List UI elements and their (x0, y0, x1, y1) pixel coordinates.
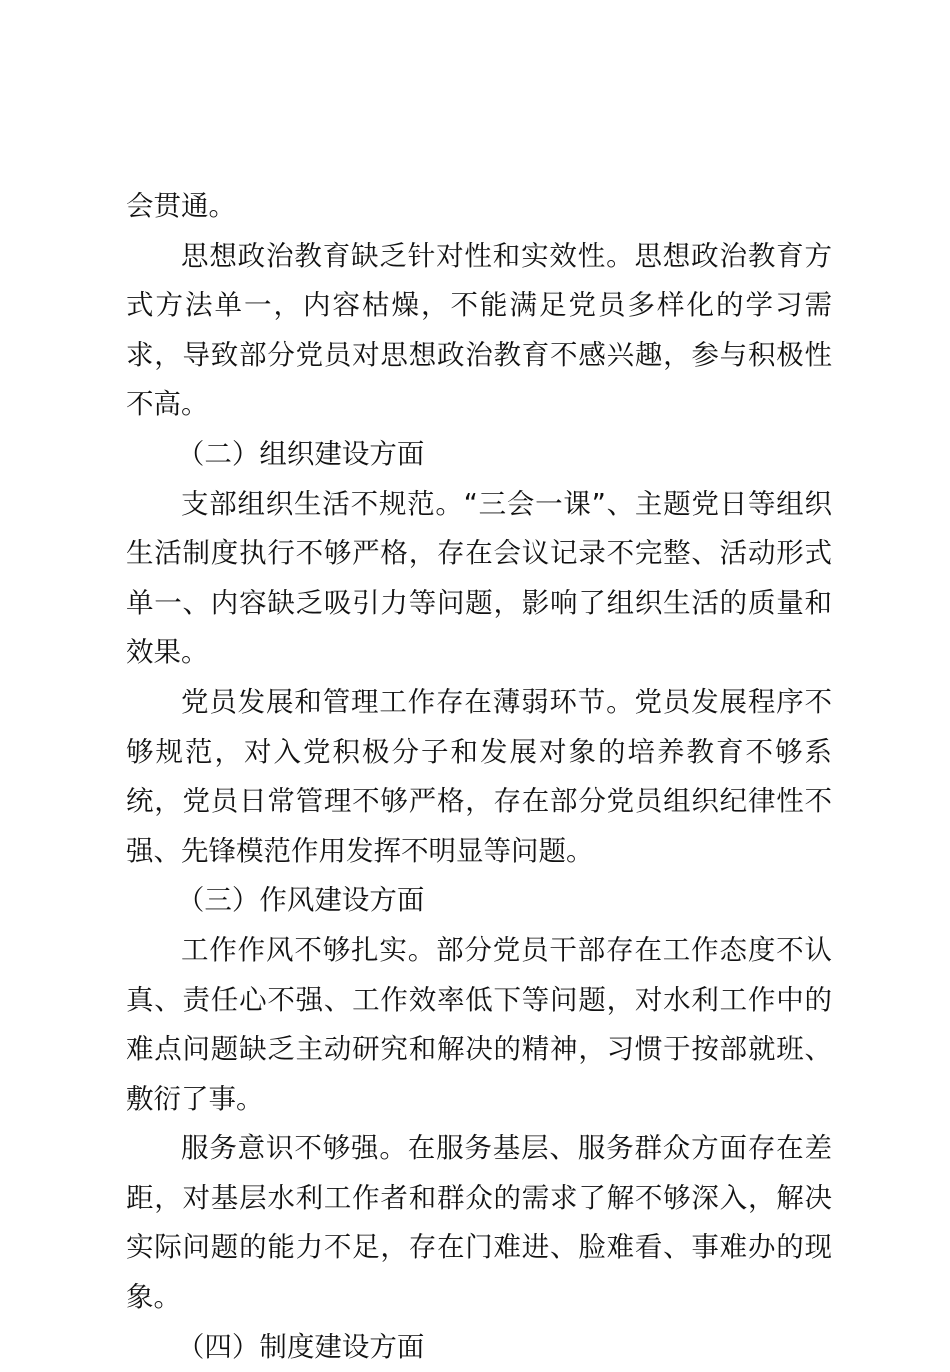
paragraph-ideological-education: 思想政治教育缺乏针对性和实效性。思想政治教育方式方法单一，内容枯燥，不能满足党员多样化的学习需求，导致部分党员对思想政治教育不感兴趣，参与积极性不高。 (126, 239, 832, 421)
paragraph-work-style: 工作作风不够扎实。部分党员干部存在工作态度不认真、责任心不强、工作效率低下等问题，对水利工作中的难点问题缺乏主动研究和解决的精神，习惯于按部就班、敷衍了事。 (126, 933, 832, 1115)
paragraph-branch-life: 支部组织生活不规范。“三会一课”、主题党日等组织生活制度执行不够严格，存在会议记录不完整、活动形式单一、内容缺乏吸引力等问题，影响了组织生活的质量和效果。 (126, 487, 832, 669)
paragraph-member-management: 党员发展和管理工作存在薄弱环节。党员发展程序不够规范，对入党积极分子和发展对象的培养教育不够系统，党员日常管理不够严格，存在部分党员组织纪律性不强、先锋模范作用发挥不明显等问题。 (126, 685, 832, 867)
paragraph-service-awareness: 服务意识不够强。在服务基层、服务群众方面存在差距，对基层水利工作者和群众的需求了解不够深入，解决实际问题的能力不足，存在门难进、脸难看、事难办的现象。 (126, 1132, 832, 1314)
paragraph-continuation: 会贯通。 (126, 190, 236, 222)
section-heading-institution: （四）制度建设方面 (176, 1330, 425, 1363)
section-heading-work-style: （三）作风建设方面 (176, 884, 425, 917)
section-heading-organization: （二）组织建设方面 (176, 437, 425, 470)
document-body (126, 182, 832, 1372)
